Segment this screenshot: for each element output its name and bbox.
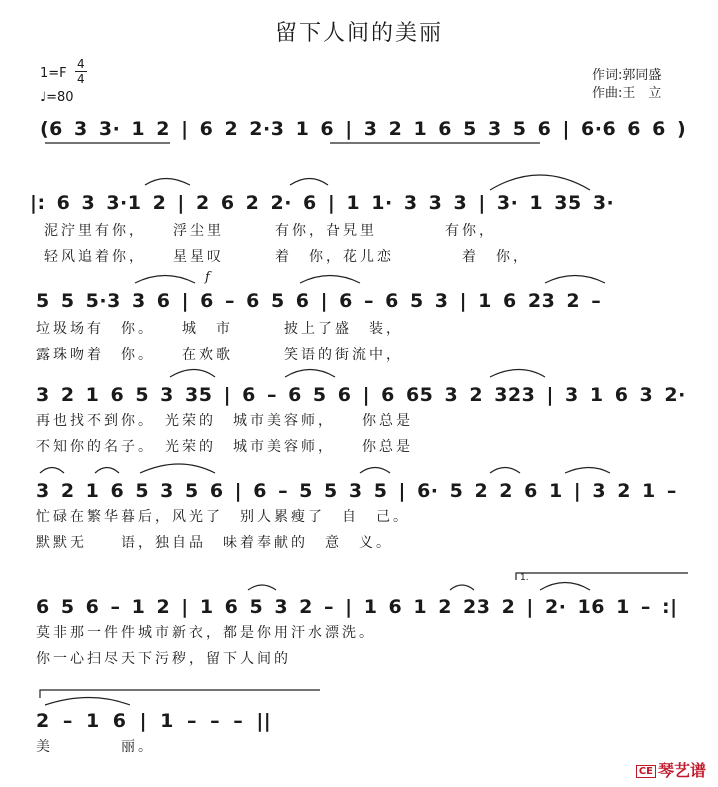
slur-mark bbox=[540, 583, 590, 591]
quarter-note-icon: ♩ bbox=[40, 90, 47, 105]
volta-bracket bbox=[516, 573, 688, 580]
time-signature-top: 4 bbox=[77, 57, 85, 71]
logo-icon: CE bbox=[636, 765, 656, 778]
slur-mark bbox=[300, 276, 360, 284]
notation-line-3: 5 5 5·3 3 6 | 6 – 6 5 6 | 6 – 6 5 3 | 1 6 23 2 – bbox=[36, 290, 602, 312]
lyric-line-5-verse-2: 默默无 语，独自品 味着奉献的 意 义。 bbox=[36, 535, 393, 551]
slur-mark bbox=[170, 370, 215, 378]
notation-line-6: 6 5 6 – 1 2 | 1 6 5 3 2 – | 1 6 1 2 23 2 | 2· 16 1 – :| bbox=[36, 596, 678, 618]
page-title: 留下人间的美丽 bbox=[274, 21, 443, 46]
slur-mark bbox=[360, 468, 390, 474]
lyric-line-3-verse-1: 垃圾场有 你。 城 市 披上了盛 装， bbox=[36, 321, 403, 337]
lyric-line-3-verse-2: 露珠吻着 你。 在欢歌 笑语的街流中， bbox=[36, 347, 403, 363]
slur-mark bbox=[490, 370, 545, 378]
volta-label: 1. bbox=[520, 573, 529, 583]
lyricist: 作词:郭同盛 bbox=[592, 68, 662, 83]
key-signature: 1=F bbox=[40, 66, 67, 81]
slur-mark bbox=[450, 585, 474, 590]
slur-mark bbox=[545, 276, 605, 284]
watermark-logo: CE 琴艺谱 bbox=[636, 758, 706, 781]
volta-bracket bbox=[40, 690, 320, 698]
lyric-line-2-verse-1: 泥泞里有你， 浮尘里 有你，旮旯里 有你， bbox=[44, 223, 496, 239]
composer: 作曲:王 立 bbox=[592, 86, 662, 101]
lyric-line-7-verse-1: 美 丽。 bbox=[36, 739, 155, 755]
tempo-marking: ♩=80 bbox=[40, 90, 74, 105]
slur-mark bbox=[45, 698, 130, 706]
lyric-line-2-verse-2: 轻风追着你， 星星叹 着 你，花儿恋 着 你， bbox=[44, 249, 530, 265]
slur-mark bbox=[290, 179, 328, 186]
notation-line-4: 3 2 1 6 5 3 35 | 6 – 6 5 6 | 6 65 3 2 323 | 3 1 6 3 2· bbox=[36, 384, 686, 406]
slur-mark bbox=[135, 276, 195, 284]
slur-mark bbox=[40, 468, 64, 474]
slur-mark bbox=[145, 179, 190, 186]
slur-mark bbox=[140, 464, 215, 473]
lyric-line-4-verse-1: 再也找不到你。 光荣的 城市美容师， 你总是 bbox=[36, 413, 413, 429]
notation-line-5: 3 2 1 6 5 3 5 6 | 6 – 5 5 3 5 | 6· 5 2 2 6 1 | 3 2 1 – bbox=[36, 480, 677, 502]
time-signature-bottom: 4 bbox=[77, 72, 85, 86]
lyric-line-6-verse-2: 你一心扫尽天下污秽，留下人间的 bbox=[36, 651, 291, 667]
lyric-line-4-verse-2: 不知你的名子。 光荣的 城市美容师， 你总是 bbox=[36, 439, 413, 455]
notation-line-7: 2 – 1 6 | 1 – – – || bbox=[36, 710, 272, 732]
dynamic-forte: f bbox=[205, 270, 210, 285]
slur-mark bbox=[95, 468, 119, 474]
slur-mark bbox=[490, 468, 520, 474]
notation-line-2: |: 6 3 3·1 2 | 2 6 2 2· 6 | 1 1· 3 3 3 | 3· 1 35 3· bbox=[30, 192, 615, 214]
slur-mark bbox=[490, 175, 590, 190]
lyric-line-5-verse-1: 忙碌在繁华暮后，风光了 别人累瘦了 自 己。 bbox=[36, 509, 410, 525]
lyric-line-6-verse-1: 莫非那一件件城市新衣，都是你用汗水漂洗。 bbox=[36, 625, 376, 641]
slur-mark bbox=[248, 585, 276, 590]
notation-line-1: (6 3 3· 1 2 | 6 2 2·3 1 6 | 3 2 1 6 5 3 5 6 | 6·6 6 6 ) bbox=[40, 118, 687, 140]
slur-mark bbox=[285, 370, 335, 378]
slur-mark bbox=[565, 468, 610, 474]
